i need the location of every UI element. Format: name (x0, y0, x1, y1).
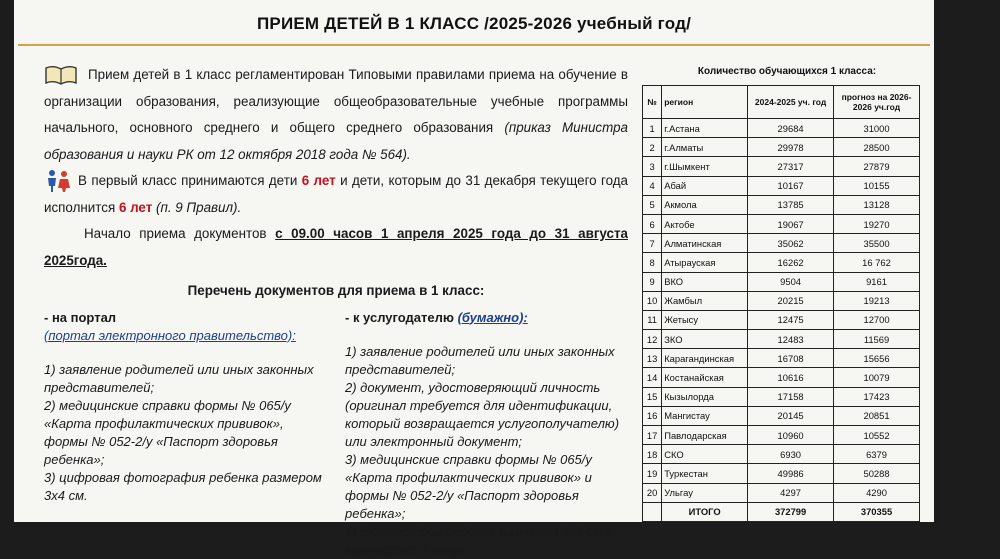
portal-heading: - на портал (44, 309, 117, 325)
row-region: Павлодарская (662, 426, 748, 445)
provider-heading (345, 309, 628, 327)
students-table (642, 85, 920, 522)
row-value-forecast: 6379 (834, 445, 920, 464)
row-number: 6 (643, 214, 662, 233)
row-region: Жетысу (662, 310, 748, 329)
page-title: ПРИЕМ ДЕТЕЙ В 1 КЛАСС /2025-2026 учебный год/ (256, 14, 692, 33)
age-paragraph (44, 168, 628, 221)
total-label: ИТОГО (662, 502, 748, 521)
provider-item: 2) документ, удостоверяющий личность (оригинал требуется для идентификации, который возвращается услугополучателю) или электронный документ; (345, 379, 620, 449)
provider-item: 3) медицинские справки формы № 065/у «Карта профилактических прививок» и формы № 052-2/у «Паспорт здоровья ребенка»; (345, 451, 592, 521)
docs-period-dates: с 09.00 часов 1 апреля 2025 года до 31 августа 2025года. (44, 226, 628, 268)
age-reference: (п. 9 Правил). (156, 199, 242, 215)
row-value-forecast: 13128 (834, 195, 920, 214)
row-value-forecast: 10155 (834, 176, 920, 195)
documents-columns (44, 309, 628, 559)
row-number: 5 (643, 195, 662, 214)
age-value-1: 6 лет (301, 173, 336, 188)
row-number: 12 (643, 330, 662, 349)
row-value-forecast: 15656 (834, 349, 920, 368)
row-value-2024: 29684 (748, 119, 834, 138)
row-number: 3 (643, 157, 662, 176)
row-value-2024: 27317 (748, 157, 834, 176)
provider-paper-note: (бумажно): (457, 309, 528, 325)
intro-paragraph (44, 62, 628, 168)
row-value-2024: 4297 (748, 483, 834, 502)
row-number: 15 (643, 387, 662, 406)
row-value-forecast: 35500 (834, 234, 920, 253)
row-region: Актобе (662, 214, 748, 233)
row-region: Атырауская (662, 253, 748, 272)
table-row (643, 426, 920, 445)
row-number: 4 (643, 176, 662, 195)
table-row (643, 157, 920, 176)
row-value-forecast: 12700 (834, 310, 920, 329)
table-row (643, 387, 920, 406)
row-value-forecast: 20851 (834, 406, 920, 425)
row-value-2024: 49986 (748, 464, 834, 483)
portal-item: 3) цифровая фотография ребенка размером 3х4 см. (44, 469, 322, 503)
row-number: 19 (643, 464, 662, 483)
docs-period-label: Начало приема документов (84, 226, 267, 241)
row-number: 20 (643, 483, 662, 502)
row-region: Кызылорда (662, 387, 748, 406)
table-row (643, 176, 920, 195)
row-region: Абай (662, 176, 748, 195)
row-value-forecast: 19270 (834, 214, 920, 233)
table-row (643, 310, 920, 329)
row-value-forecast: 10079 (834, 368, 920, 387)
row-value-forecast: 4290 (834, 483, 920, 502)
row-number: 17 (643, 426, 662, 445)
provider-item: 4) фотографии ребенка размером 3х4 см в количестве 2 штук. (345, 523, 613, 557)
row-value-2024: 16708 (748, 349, 834, 368)
row-value-2024: 10960 (748, 426, 834, 445)
provider-item: 1) заявление родителей или иных законных представителей; (345, 343, 615, 377)
documents-list-title: Перечень документов для приема в 1 класс: (187, 283, 485, 298)
row-value-2024: 6930 (748, 445, 834, 464)
row-number: 11 (643, 310, 662, 329)
row-value-2024: 13785 (748, 195, 834, 214)
table-row (643, 214, 920, 233)
total-number-cell (643, 502, 662, 521)
row-region: ЗКО (662, 330, 748, 349)
row-value-2024: 10616 (748, 368, 834, 387)
row-region: ВКО (662, 272, 748, 291)
row-region: Карагандинская (662, 349, 748, 368)
row-number: 2 (643, 138, 662, 157)
table-row (643, 483, 920, 502)
row-value-2024: 35062 (748, 234, 834, 253)
provider-column (345, 309, 628, 559)
table-row (643, 368, 920, 387)
docs-period-paragraph (44, 221, 628, 274)
portal-item: 1) заявление родителей или иных законных представителей; (44, 361, 314, 395)
row-value-2024: 12475 (748, 310, 834, 329)
row-number: 9 (643, 272, 662, 291)
row-value-forecast: 50288 (834, 464, 920, 483)
row-value-forecast: 16 762 (834, 253, 920, 272)
age-text-2: и дети, которым до 31 декабря текущего года исполнится (44, 173, 628, 215)
row-value-2024: 17158 (748, 387, 834, 406)
row-value-2024: 19067 (748, 214, 834, 233)
row-value-2024: 20145 (748, 406, 834, 425)
row-number: 13 (643, 349, 662, 368)
row-value-forecast: 9161 (834, 272, 920, 291)
row-value-forecast: 11569 (834, 330, 920, 349)
portal-item: 2) медицинские справки формы № 065/у «Карта профилактических прививок», формы № 052-2/у «Паспорт здоровья ребенка»; (44, 397, 291, 467)
age-value-2: 6 лет (118, 199, 153, 215)
row-value-forecast: 17423 (834, 387, 920, 406)
table-row (643, 234, 920, 253)
col-header-region: регион (662, 86, 748, 119)
children-icon (44, 169, 72, 193)
table-row (643, 330, 920, 349)
table-row (643, 272, 920, 291)
open-book-icon (44, 65, 78, 85)
row-number: 1 (643, 119, 662, 138)
intro-text: Прием детей в 1 класс регламентирован Типовыми правилами приема на обучение в организации образования, реализующие общеобразовательные учебные программы начального, основного среднего и общего среднего образования (44, 67, 628, 135)
row-number: 7 (643, 234, 662, 253)
table-row (643, 138, 920, 157)
row-number: 18 (643, 445, 662, 464)
col-header-forecast: прогноз на 2026-2026 уч.год (834, 86, 920, 119)
students-table-block (642, 66, 932, 522)
left-column (44, 62, 628, 559)
table-row (643, 119, 920, 138)
table-row (643, 195, 920, 214)
age-text-1: В первый класс принимаются дети (78, 173, 298, 188)
table-row (643, 253, 920, 272)
col-header-number: № (643, 86, 662, 119)
table-body (643, 119, 920, 522)
row-region: Туркестан (662, 464, 748, 483)
row-value-2024: 10167 (748, 176, 834, 195)
row-region: Костанайская (662, 368, 748, 387)
row-value-2024: 12483 (748, 330, 834, 349)
col-header-2024: 2024-2025 уч. год (748, 86, 834, 119)
row-region: Акмола (662, 195, 748, 214)
table-row (643, 464, 920, 483)
provider-heading-text: - к услугодателю (345, 309, 454, 325)
table-total-row (643, 502, 920, 521)
row-value-2024: 29978 (748, 138, 834, 157)
intro-reference: (приказ Министра образования и науки РК от 12 октября 2018 года № 564). (44, 120, 628, 162)
table-row (643, 406, 920, 425)
table-row (643, 349, 920, 368)
total-2024: 372799 (748, 502, 834, 521)
row-number: 8 (643, 253, 662, 272)
row-number: 16 (643, 406, 662, 425)
row-region: г.Астана (662, 119, 748, 138)
table-row (643, 291, 920, 310)
row-number: 14 (643, 368, 662, 387)
row-value-2024: 9504 (748, 272, 834, 291)
row-value-forecast: 28500 (834, 138, 920, 157)
table-caption: Количество обучающихся 1 класса: (697, 66, 877, 77)
row-number: 10 (643, 291, 662, 310)
table-row (643, 445, 920, 464)
row-region: г.Шымкент (662, 157, 748, 176)
row-value-forecast: 27879 (834, 157, 920, 176)
row-region: Мангистау (662, 406, 748, 425)
row-value-forecast: 31000 (834, 119, 920, 138)
table-header-row (643, 86, 920, 119)
portal-column (44, 309, 327, 559)
row-region: г.Алматы (662, 138, 748, 157)
row-region: Ульгау (662, 483, 748, 502)
row-value-forecast: 19213 (834, 291, 920, 310)
row-value-2024: 20215 (748, 291, 834, 310)
portal-link[interactable]: (портал электронного правительство): (44, 327, 296, 343)
row-region: Жамбыл (662, 291, 748, 310)
row-region: Алматинская (662, 234, 748, 253)
row-value-forecast: 10552 (834, 426, 920, 445)
document-page (14, 0, 934, 557)
title-divider (18, 44, 930, 46)
row-value-2024: 16262 (748, 253, 834, 272)
row-region: СКО (662, 445, 748, 464)
total-forecast: 370355 (834, 502, 920, 521)
